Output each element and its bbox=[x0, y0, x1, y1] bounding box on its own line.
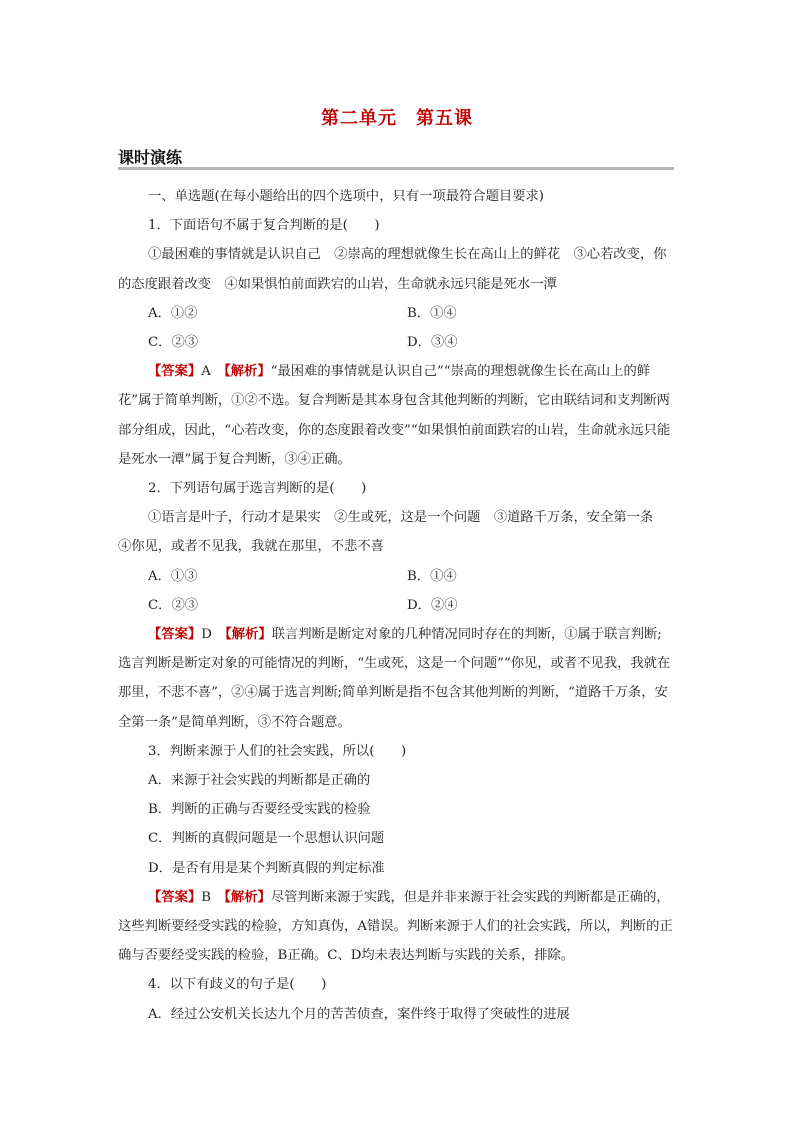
instructions: 一、单选题(在每小题给出的四个选项中，只有一项最符合题目要求) bbox=[148, 189, 544, 204]
document-body bbox=[118, 182, 674, 1029]
question-2-option-a: A．①③ bbox=[148, 568, 198, 584]
question-1-options-row-1 bbox=[118, 299, 674, 328]
question-1-option-a: A．①② bbox=[148, 305, 198, 321]
analysis-tag: 【解析】 bbox=[224, 889, 271, 905]
question-1-answer-letter: A bbox=[201, 364, 211, 380]
question-3-option-a: A．来源于社会实践的判断都是正确的 bbox=[148, 773, 371, 789]
question-1-content: ①最困难的事情就是认识自己 ②崇高的理想就像生长在高山上的鲜花 ③心若改变，你的态度跟着改变 ④如果惧怕前面跌宕的山岩，生命就永远只能是死水一潭 bbox=[118, 247, 667, 292]
section-divider bbox=[118, 167, 674, 170]
question-2-answer-letter: D bbox=[201, 627, 212, 643]
question-1-answer bbox=[118, 357, 674, 474]
section-heading: 课时演练 bbox=[118, 148, 183, 167]
question-1-options-row-2 bbox=[118, 328, 674, 357]
question-1-option-d: D．③④ bbox=[407, 335, 458, 351]
analysis-tag: 【解析】 bbox=[225, 627, 272, 643]
question-3-answer-letter: B bbox=[201, 889, 211, 905]
question-3-stem: 3．判断来源于人们的社会实践，所以( ) bbox=[148, 743, 407, 759]
question-3-option-b: B．判断的正确与否要经受实践的检验 bbox=[148, 802, 371, 818]
question-1-option-b: B．①④ bbox=[407, 305, 457, 321]
question-2-options-row-1 bbox=[118, 562, 674, 591]
answer-tag: 【答案】 bbox=[148, 627, 202, 643]
question-2-stem: 2．下列语句属于选言判断的是( ) bbox=[148, 481, 367, 497]
answer-tag: 【答案】 bbox=[148, 364, 202, 380]
question-2-options-row-2 bbox=[118, 591, 674, 620]
question-3-analysis: 尽管判断来源于实践，但是并非来源于社会实践的判断都是正确的，这些判断要经受实践的检验，方知真伪，A错误。判断来源于人们的社会实践，所以，判断的正确与否要经受实践的检验，B正确。C、D均未表达判断与实践的关系，排除。 bbox=[118, 889, 673, 964]
question-3-option-c: C．判断的真假问题是一个思想认识问题 bbox=[148, 831, 385, 847]
question-2-content: ①语言是叶子，行动才是果实 ②生或死，这是一个问题 ③道路千万条，安全第一条 ④你见，或者不见我，我就在那里，不悲不喜 bbox=[118, 510, 667, 555]
question-2-analysis: 联言判断是断定对象的几种情况同时存在的判断，①属于联言判断;选言判断是断定对象的可能情况的判断，“生或死，这是一个问题”“你见，或者不见我，我就在那里，不悲不喜”，②④属于选言判断;简单判断是指不包含其他判断的判断，“道路千万条，安全第一条”是简单判断，③不符合题意。 bbox=[118, 627, 671, 730]
question-1-stem: 1．下面语句不属于复合判断的是( ) bbox=[148, 218, 380, 234]
analysis-tag: 【解析】 bbox=[224, 364, 271, 380]
question-2-answer bbox=[118, 620, 674, 737]
question-1-option-c: C．②③ bbox=[148, 335, 199, 351]
question-3-answer bbox=[118, 883, 674, 971]
page-title: 第二单元 第五课 bbox=[321, 108, 473, 129]
question-4-stem: 4．以下有歧义的句子是( ) bbox=[148, 977, 327, 993]
question-2-option-c: C．②③ bbox=[148, 597, 199, 613]
question-3-option-d: D．是否有用是某个判断真假的判定标准 bbox=[148, 860, 385, 876]
answer-tag: 【答案】 bbox=[148, 889, 202, 905]
question-4-option-a: A．经过公安机关长达九个月的苦苦侦查，案件终于取得了突破性的进展 bbox=[148, 1006, 570, 1022]
question-2-option-d: D．②④ bbox=[407, 597, 458, 613]
question-2-option-b: B．①④ bbox=[407, 568, 457, 584]
question-1-analysis: “最困难的事情就是认识自己”“崇高的理想就像生长在高山上的鲜花”属于简单判断，①②不选。复合判断是其本身包含其他判断的判断，它由联结词和支判断两部分组成，因此，“心若改变，你的态度跟着改变”“如果惧怕前面跌宕的山岩，生命就永远只能是死水一潭”属于复合判断，③④正确。 bbox=[118, 364, 671, 467]
